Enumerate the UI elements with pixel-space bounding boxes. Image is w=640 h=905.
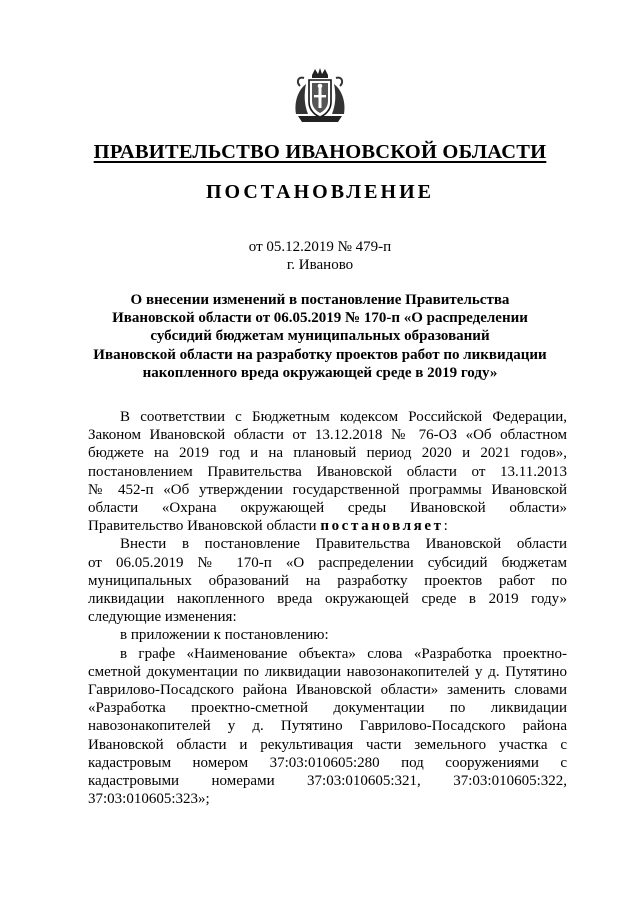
resolves-word: постановляет <box>320 518 444 535</box>
body-line: Внести в постановление Правительства Ивановской области <box>120 536 567 553</box>
body-line: кадастровыми номерами 37:03:010605:321, 37:03:010605:322, <box>88 773 567 790</box>
date-number: от 05.12.2019 № 479-п <box>248 239 392 255</box>
coat-of-arms-icon <box>290 66 350 124</box>
body-line: муниципальных образований на разработку проектов работ по <box>88 572 567 589</box>
body-line: 37:03:010605:323»; <box>88 791 210 808</box>
document-title <box>80 291 560 382</box>
body-line: навозонакопителей у д. Путятино Гаврилово-Посадского района <box>88 718 567 735</box>
body-line: постановлением Правительства Ивановской области от 13.11.2013 <box>88 463 567 480</box>
body-line: «Разработка проектно-сметной документации по ликвидации <box>88 700 567 717</box>
city: г. Иваново <box>286 257 354 273</box>
body-line: кадастровым номером 37:03:010605:280 под сооружениями с <box>88 754 567 771</box>
body-line: В соответствии с Бюджетным кодексом Российской Федерации, <box>120 409 567 425</box>
document-type: ПОСТАНОВЛЕНИЕ <box>206 181 434 203</box>
title-line: субсидий бюджетам муниципальных образований <box>150 328 490 345</box>
title-line: Ивановской области на разработку проектов работ по ликвидации <box>93 346 547 363</box>
body-line: Законом Ивановской области от 13.12.2018 № 76-ОЗ «Об областном <box>88 427 567 444</box>
body-line: сметной документации по ликвидации навозонакопителей у д. Путятино <box>88 663 567 680</box>
body-line: в графе «Наименование объекта» слова «Разработка проектно- <box>120 645 567 662</box>
title-line: Ивановской области от 06.05.2019 № 170-п «О распределении <box>112 310 528 327</box>
body-line: области «Охрана окружающей среды Ивановской области» <box>88 500 567 517</box>
body-line <box>88 517 567 535</box>
body-line: в приложении к постановлению: <box>120 627 329 644</box>
document-body <box>88 408 567 808</box>
title-line: О внесении изменений в постановление Правительства <box>130 292 510 308</box>
government-text: Правительство Ивановской области <box>88 518 317 535</box>
body-line: ликвидации накопленного вреда окружающей среде в 2019 году» <box>88 591 567 608</box>
title-line: накопленного вреда окружающей среде в 2019 году» <box>142 364 498 381</box>
body-line: от 06.05.2019 № 170-п «О распределении субсидий бюджетам <box>88 554 567 571</box>
body-line: Гаврилово-Посадского района Ивановской области» заменить словами <box>88 682 567 699</box>
body-line: Ивановской области и рекультивация части земельного участка с <box>88 736 567 753</box>
organization-name: ПРАВИТЕЛЬСТВО ИВАНОВСКОЙ ОБЛАСТИ <box>93 141 547 163</box>
date-line <box>0 238 640 274</box>
body-line: № 452-п «Об утверждении государственной программы Ивановской <box>88 481 567 498</box>
body-line: бюджете на 2019 год и на плановый период 2020 и 2021 годов», <box>88 445 567 462</box>
colon: : <box>443 518 448 535</box>
body-line: следующие изменения: <box>88 609 237 626</box>
